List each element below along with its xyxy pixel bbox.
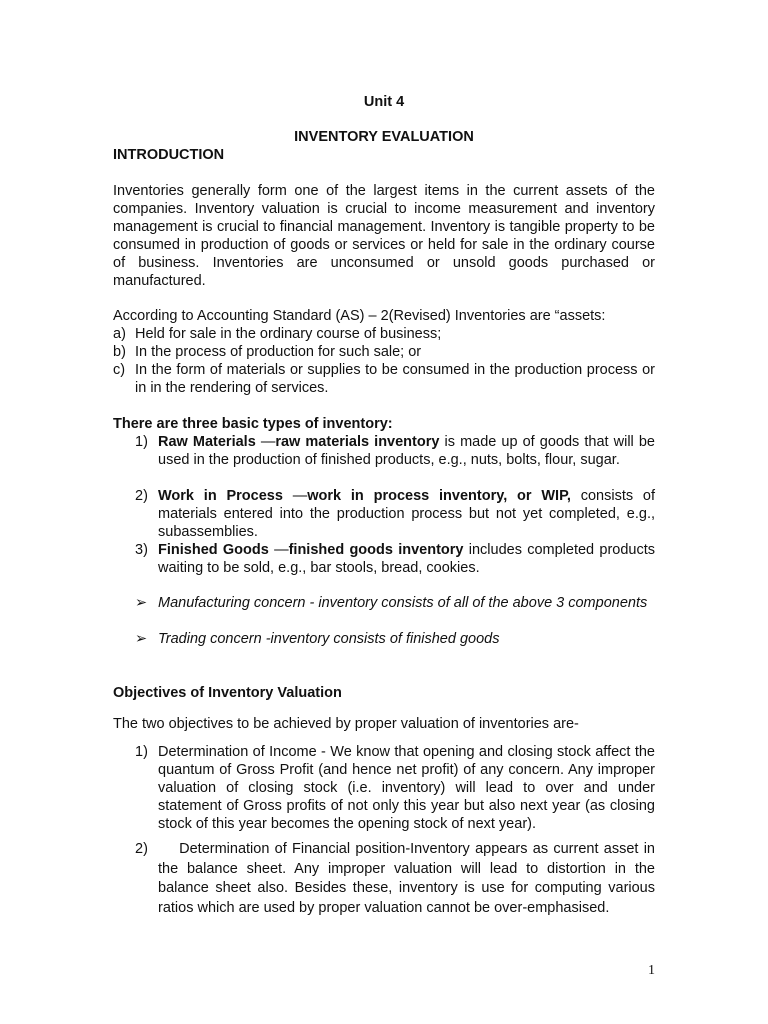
- objective-marker: 1): [135, 744, 148, 760]
- inventory-type-marker: 1): [135, 434, 148, 450]
- arrow-bullet-icon: ➢: [135, 631, 148, 647]
- concern-text: Manufacturing concern - inventory consists of all of the above 3 components: [158, 595, 648, 611]
- inventory-type-dash: —: [282, 488, 308, 504]
- inventory-type-item: [135, 541, 655, 577]
- page-title: INVENTORY EVALUATION: [294, 129, 474, 145]
- inventory-type-term: raw materials inventory: [275, 434, 440, 450]
- as-item: [113, 325, 655, 343]
- objective-text: Determination of Financial position-Inventory appears as current asset in the balance sheet. Any improper valuation will lead to distortion in the balance sheet also. Besides these, inventory is use for computing various ratios which are used by proper valuation cannot be over-emphasised.: [158, 841, 660, 916]
- inventory-type-term: finished goods inventory: [288, 542, 464, 558]
- inventory-type-marker: 3): [135, 542, 148, 558]
- objective-item: [135, 840, 660, 918]
- page-number: 1: [648, 963, 655, 978]
- as-item: [113, 361, 655, 397]
- as-item-marker: c): [113, 362, 126, 378]
- as-item-text: In the form of materials or supplies to be consumed in the production process or in in the rendering of services.: [135, 362, 655, 396]
- objective-text: Determination of Income - We know that opening and closing stock affect the quantum of Gross Profit (and hence net profit) of any concern. Any improper valuation of closing stock (i.e. inventory) will lead to over and under statement of Gross profits of not only this year but also next year (as closing stock of this year becomes the opening stock of next year).: [158, 744, 655, 832]
- inventory-type-description: includes completed products waiting to be sold, e.g., bar stools, bread, cookies.: [158, 542, 656, 576]
- introduction-heading: INTRODUCTION: [113, 147, 225, 163]
- inventory-type-dash: —: [268, 542, 289, 558]
- inventory-type-item: [135, 433, 655, 469]
- inventory-type-description: consists of materials entered into the production process but not yet completed, e.g., subassemblies.: [158, 488, 656, 540]
- concern-bullet: [135, 594, 655, 612]
- as-item-marker: a): [113, 326, 126, 342]
- unit-label: Unit 4: [363, 94, 405, 110]
- as-item-marker: b): [113, 344, 126, 360]
- introduction-paragraph: Inventories generally form one of the largest items in the current assets of the companies. Inventory valuation is crucial to income measurement and inventory management is crucial to financial management. Inventory is tangible property to be consumed in production of goods or services or held for sale in the ordinary course of business. Inventories are unconsumed or unsold goods purchased or manufactured.: [113, 183, 655, 289]
- concern-bullet: [135, 630, 655, 648]
- concern-text: Trading concern -inventory consists of finished goods: [158, 631, 500, 647]
- inventory-type-description: is made up of goods that will be used in the production of finished products, e.g., nuts, bolts, flour, sugar.: [158, 434, 655, 468]
- objective-marker: 2): [135, 841, 148, 857]
- objectives-heading: Objectives of Inventory Valuation: [113, 685, 342, 701]
- inventory-type-term: work in process inventory, or WIP,: [307, 488, 571, 504]
- inventory-type-marker: 2): [135, 488, 148, 504]
- inventory-type-name: Raw Materials: [158, 434, 256, 450]
- objective-item: [135, 743, 655, 833]
- inventory-type-dash: —: [255, 434, 276, 450]
- as-item: [113, 343, 655, 361]
- inventory-type-name: Finished Goods: [158, 542, 269, 558]
- objectives-intro: The two objectives to be achieved by proper valuation of inventories are-: [113, 716, 579, 732]
- arrow-bullet-icon: ➢: [135, 595, 148, 611]
- inventory-type-item: [135, 487, 655, 541]
- as-item-text: Held for sale in the ordinary course of business;: [135, 326, 442, 342]
- inventory-types-heading: There are three basic types of inventory:: [113, 416, 393, 432]
- accounting-standard-intro: According to Accounting Standard (AS) – 2(Revised) Inventories are “assets:: [113, 308, 606, 324]
- as-item-text: In the process of production for such sale; or: [135, 344, 422, 360]
- inventory-type-name: Work in Process: [158, 488, 283, 504]
